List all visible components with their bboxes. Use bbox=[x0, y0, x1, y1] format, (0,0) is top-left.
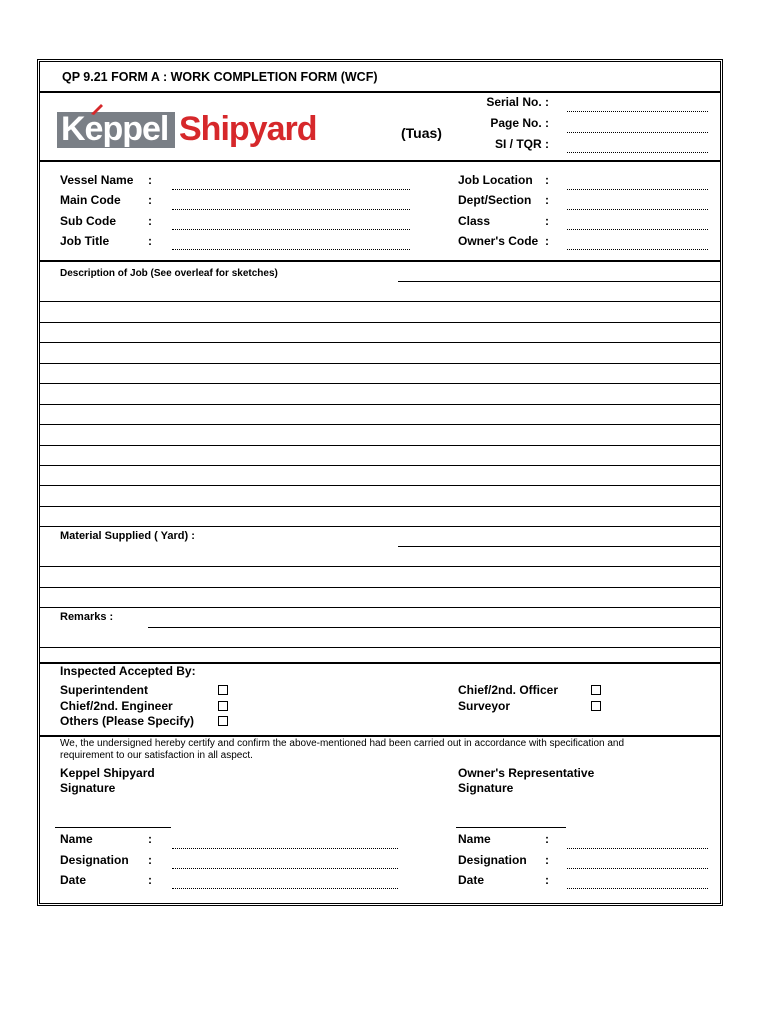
material-line[interactable] bbox=[39, 566, 721, 567]
logo-word-keppel: Keppel bbox=[61, 110, 169, 148]
main-code-field[interactable] bbox=[172, 209, 410, 210]
job-title-field[interactable] bbox=[172, 249, 410, 250]
remarks-label: Remarks : bbox=[60, 611, 114, 623]
form-title: QP 9.21 FORM A : WORK COMPLETION FORM (WCF) bbox=[62, 70, 378, 84]
job-title-colon: : bbox=[148, 234, 152, 248]
keppel-signature-label: Signature bbox=[60, 781, 116, 795]
keppel-name-colon: : bbox=[148, 832, 152, 846]
certify-text-line-1: We, the undersigned hereby certify and confirm the above-mentioned had been carried out in accordance with specification and bbox=[60, 738, 625, 749]
description-line[interactable] bbox=[39, 506, 721, 507]
owner-signature-line[interactable] bbox=[456, 827, 566, 828]
owners-code-colon: : bbox=[545, 234, 549, 248]
description-line-1[interactable] bbox=[398, 281, 721, 282]
owner-name-label: Name bbox=[458, 832, 491, 846]
keppel-date-colon: : bbox=[148, 873, 152, 887]
remarks-line-1[interactable] bbox=[148, 627, 721, 628]
description-line[interactable] bbox=[39, 424, 721, 425]
material-line[interactable] bbox=[39, 607, 721, 608]
material-line-1[interactable] bbox=[398, 546, 721, 547]
page-no-label: Page No. : bbox=[490, 116, 549, 130]
si-tqr-label: SI / TQR : bbox=[495, 137, 549, 151]
owner-name-colon: : bbox=[545, 832, 549, 846]
superintendent-label: Superintendent bbox=[60, 683, 149, 697]
owner-designation-label: Designation bbox=[458, 853, 527, 867]
sub-code-field[interactable] bbox=[172, 229, 410, 230]
keppel-date-field[interactable] bbox=[172, 888, 398, 889]
serial-no-label: Serial No. : bbox=[486, 95, 549, 109]
description-line[interactable] bbox=[39, 526, 721, 527]
job-location-label: Job Location bbox=[458, 173, 533, 187]
owners-code-field[interactable] bbox=[567, 249, 708, 250]
vessel-divider bbox=[39, 260, 721, 262]
vessel-name-label: Vessel Name bbox=[60, 173, 134, 187]
keppel-designation-field[interactable] bbox=[172, 868, 398, 869]
keppel-signature-line[interactable] bbox=[55, 827, 171, 828]
job-location-colon: : bbox=[545, 173, 549, 187]
keppel-org-label: Keppel Shipyard bbox=[60, 766, 155, 780]
owners-code-label: Owner's Code bbox=[458, 234, 539, 248]
owner-rep-label: Owner's Representative bbox=[458, 766, 595, 780]
dept-section-field[interactable] bbox=[567, 209, 708, 210]
chief-engineer-checkbox[interactable] bbox=[218, 701, 228, 711]
surveyor-checkbox[interactable] bbox=[591, 701, 601, 711]
job-title-label: Job Title bbox=[60, 234, 110, 248]
description-line[interactable] bbox=[39, 301, 721, 302]
logo-word-shipyard: Shipyard bbox=[179, 110, 317, 148]
inspected-divider bbox=[39, 735, 721, 737]
description-label: Description of Job (See overleaf for sketches) bbox=[60, 268, 278, 279]
keppel-name-field[interactable] bbox=[172, 848, 398, 849]
material-line[interactable] bbox=[39, 587, 721, 588]
owner-date-field[interactable] bbox=[567, 888, 708, 889]
description-line[interactable] bbox=[39, 342, 721, 343]
owner-designation-colon: : bbox=[545, 853, 549, 867]
job-location-field[interactable] bbox=[567, 189, 708, 190]
surveyor-label: Surveyor bbox=[458, 699, 511, 713]
description-line[interactable] bbox=[39, 445, 721, 446]
sub-code-label: Sub Code bbox=[60, 214, 116, 228]
description-line[interactable] bbox=[39, 363, 721, 364]
superintendent-checkbox[interactable] bbox=[218, 685, 228, 695]
keppel-designation-colon: : bbox=[148, 853, 152, 867]
description-line[interactable] bbox=[39, 383, 721, 384]
chief-officer-label: Chief/2nd. Officer bbox=[458, 683, 559, 697]
owner-date-label: Date bbox=[458, 873, 485, 887]
others-specify-label: Others (Please Specify) bbox=[60, 714, 195, 728]
class-colon: : bbox=[545, 214, 549, 228]
remarks-line[interactable] bbox=[39, 647, 721, 648]
certify-text-line-2: requirement to our satisfaction in all aspect. bbox=[60, 750, 253, 761]
description-line[interactable] bbox=[39, 404, 721, 405]
serial-no-field[interactable] bbox=[567, 111, 708, 112]
inspected-title: Inspected Accepted By: bbox=[60, 664, 196, 678]
keppel-name-label: Name bbox=[60, 832, 93, 846]
si-tqr-field[interactable] bbox=[567, 152, 708, 153]
class-label: Class bbox=[458, 214, 491, 228]
dept-section-colon: : bbox=[545, 193, 549, 207]
owner-name-field[interactable] bbox=[567, 848, 708, 849]
others-specify-checkbox[interactable] bbox=[218, 716, 228, 726]
keppel-shipyard-logo bbox=[57, 104, 315, 155]
class-field[interactable] bbox=[567, 229, 708, 230]
chief-engineer-label: Chief/2nd. Engineer bbox=[60, 699, 173, 713]
chief-officer-checkbox[interactable] bbox=[591, 685, 601, 695]
header-divider bbox=[39, 91, 721, 93]
vessel-name-colon: : bbox=[148, 173, 152, 187]
vessel-name-field[interactable] bbox=[172, 189, 410, 190]
main-code-colon: : bbox=[148, 193, 152, 207]
description-line[interactable] bbox=[39, 485, 721, 486]
location-label: (Tuas) bbox=[401, 125, 442, 141]
keppel-date-label: Date bbox=[60, 873, 87, 887]
logo-divider bbox=[39, 160, 721, 162]
description-line[interactable] bbox=[39, 465, 721, 466]
sub-code-colon: : bbox=[148, 214, 152, 228]
page-no-field[interactable] bbox=[567, 132, 708, 133]
main-code-label: Main Code bbox=[60, 193, 121, 207]
owner-date-colon: : bbox=[545, 873, 549, 887]
owner-signature-label: Signature bbox=[458, 781, 514, 795]
keppel-designation-label: Designation bbox=[60, 853, 129, 867]
description-line[interactable] bbox=[39, 322, 721, 323]
material-supplied-label: Material Supplied ( Yard) : bbox=[60, 530, 195, 542]
dept-section-label: Dept/Section bbox=[458, 193, 532, 207]
owner-designation-field[interactable] bbox=[567, 868, 708, 869]
